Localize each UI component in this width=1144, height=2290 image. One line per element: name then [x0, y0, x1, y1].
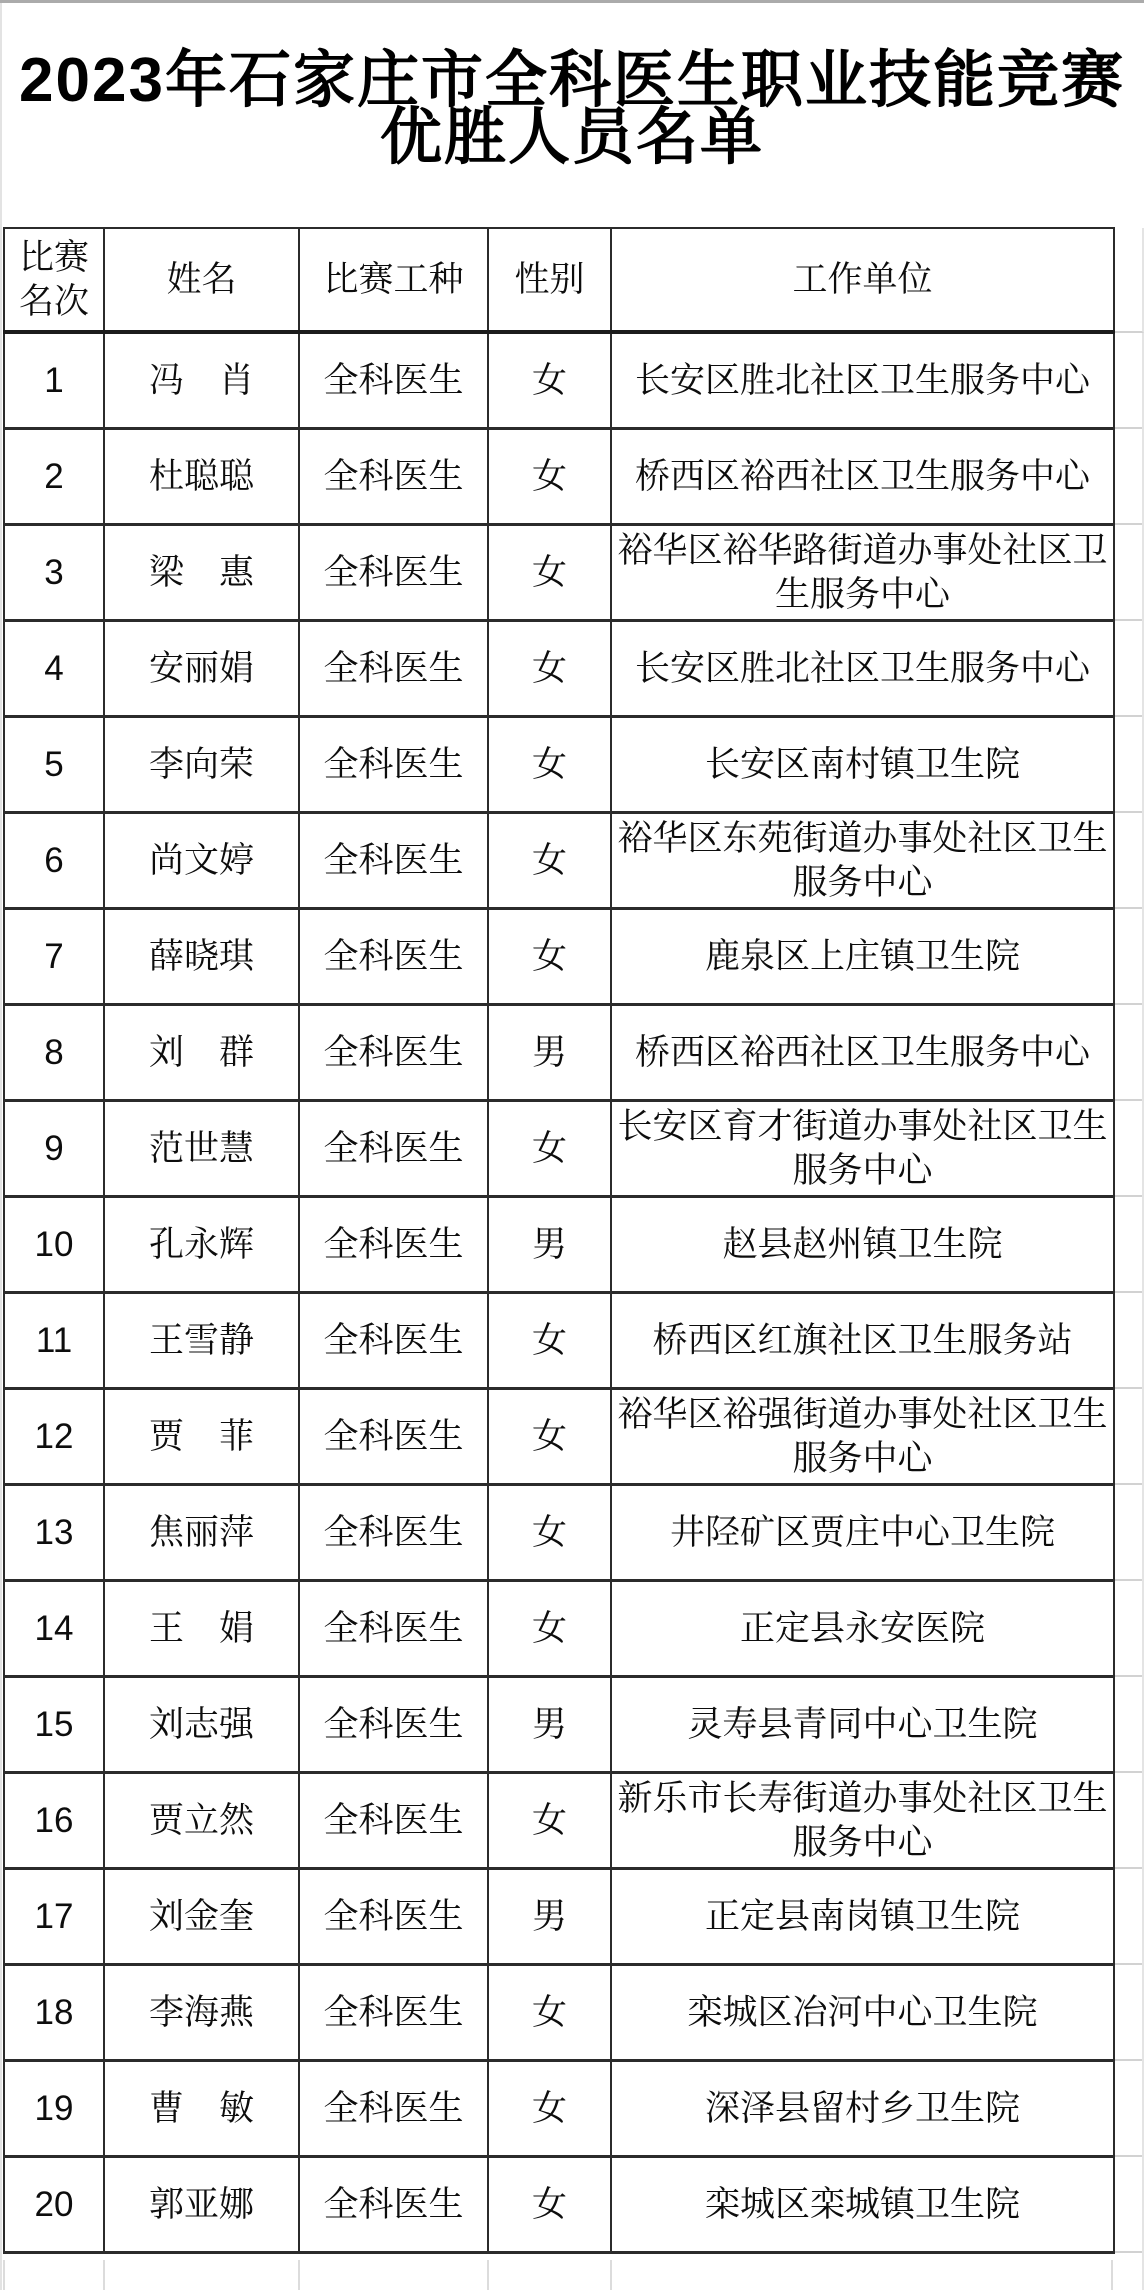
cell-rank: 9	[4, 1101, 104, 1197]
gridline	[610, 2260, 612, 2290]
cell-name: 刘 群	[104, 1005, 299, 1101]
cell-name: 薛晓琪	[104, 909, 299, 1005]
cell-name: 刘金奎	[104, 1869, 299, 1965]
table-row	[4, 1869, 1114, 1965]
gridline	[3, 2260, 5, 2290]
page-left-edge	[0, 3, 2, 2290]
cell-trade: 全科医生	[299, 1101, 488, 1197]
winner-table	[3, 227, 1115, 2254]
cell-trade: 全科医生	[299, 1677, 488, 1773]
table-row	[4, 2061, 1114, 2157]
cell-name: 郭亚娜	[104, 2157, 299, 2253]
cell-name: 贾立然	[104, 1773, 299, 1869]
cell-unit: 桥西区裕西社区卫生服务中心	[611, 429, 1114, 525]
cell-name: 李海燕	[104, 1965, 299, 2061]
cell-unit: 长安区胜北社区卫生服务中心	[611, 621, 1114, 717]
cell-name: 焦丽萍	[104, 1485, 299, 1581]
cell-trade: 全科医生	[299, 429, 488, 525]
cell-trade: 全科医生	[299, 1965, 488, 2061]
column-header-unit: 工作单位	[611, 228, 1114, 332]
column-header-rank: 比赛名次	[4, 228, 104, 332]
cell-trade: 全科医生	[299, 1581, 488, 1677]
cell-unit: 鹿泉区上庄镇卫生院	[611, 909, 1114, 1005]
cell-unit: 裕华区裕强街道办事处社区卫生服务中心	[611, 1389, 1114, 1485]
cell-unit: 长安区南村镇卫生院	[611, 717, 1114, 813]
cell-unit: 灵寿县青同中心卫生院	[611, 1677, 1114, 1773]
cell-gender: 女	[488, 525, 611, 621]
cell-name: 杜聪聪	[104, 429, 299, 525]
cell-gender: 女	[488, 909, 611, 1005]
cell-gender: 女	[488, 1965, 611, 2061]
cell-trade: 全科医生	[299, 1197, 488, 1293]
cell-unit: 栾城区栾城镇卫生院	[611, 2157, 1114, 2253]
cell-name: 王 娟	[104, 1581, 299, 1677]
gridline	[1115, 333, 1144, 2290]
cell-rank: 4	[4, 621, 104, 717]
cell-trade: 全科医生	[299, 621, 488, 717]
table-row	[4, 1965, 1114, 2061]
cell-rank: 1	[4, 332, 104, 429]
cell-unit: 正定县永安医院	[611, 1581, 1114, 1677]
cell-gender: 男	[488, 1869, 611, 1965]
table-row	[4, 1773, 1114, 1869]
table-row	[4, 1389, 1114, 1485]
cell-name: 曹 敏	[104, 2061, 299, 2157]
gridline	[487, 2260, 489, 2290]
cell-name: 安丽娟	[104, 621, 299, 717]
cell-unit: 桥西区红旗社区卫生服务站	[611, 1293, 1114, 1389]
cell-rank: 17	[4, 1869, 104, 1965]
page-title-line1: 2023年石家庄市全科医生职业技能竞赛	[19, 46, 1125, 115]
cell-rank: 18	[4, 1965, 104, 2061]
cell-unit: 长安区胜北社区卫生服务中心	[611, 332, 1114, 429]
cell-name: 贾 菲	[104, 1389, 299, 1485]
table-row	[4, 1293, 1114, 1389]
cell-unit: 赵县赵州镇卫生院	[611, 1197, 1114, 1293]
cell-name: 冯 肖	[104, 332, 299, 429]
cell-gender: 女	[488, 1101, 611, 1197]
cell-trade: 全科医生	[299, 2157, 488, 2253]
gridline	[298, 2260, 300, 2290]
cell-unit: 井陉矿区贾庄中心卫生院	[611, 1485, 1114, 1581]
table-row	[4, 332, 1114, 429]
cell-trade: 全科医生	[299, 717, 488, 813]
gridline	[103, 2260, 105, 2290]
table-row	[4, 1101, 1114, 1197]
cell-unit: 深泽县留村乡卫生院	[611, 2061, 1114, 2157]
cell-gender: 女	[488, 1389, 611, 1485]
cell-rank: 3	[4, 525, 104, 621]
cell-rank: 5	[4, 717, 104, 813]
cell-rank: 14	[4, 1581, 104, 1677]
table-row	[4, 1485, 1114, 1581]
cell-name: 尚文婷	[104, 813, 299, 909]
cell-unit: 正定县南岗镇卫生院	[611, 1869, 1114, 1965]
cell-rank: 13	[4, 1485, 104, 1581]
cell-gender: 女	[488, 2061, 611, 2157]
cell-rank: 19	[4, 2061, 104, 2157]
table-row	[4, 813, 1114, 909]
cell-gender: 女	[488, 1773, 611, 1869]
cell-trade: 全科医生	[299, 1869, 488, 1965]
cell-name: 孔永辉	[104, 1197, 299, 1293]
cell-rank: 12	[4, 1389, 104, 1485]
table-row	[4, 1677, 1114, 1773]
cell-rank: 11	[4, 1293, 104, 1389]
cell-rank: 8	[4, 1005, 104, 1101]
cell-trade: 全科医生	[299, 1005, 488, 1101]
cell-unit: 裕华区裕华路街道办事处社区卫生服务中心	[611, 525, 1114, 621]
cell-gender: 女	[488, 429, 611, 525]
cell-name: 王雪静	[104, 1293, 299, 1389]
table-body	[4, 332, 1114, 2253]
column-header-name: 姓名	[104, 228, 299, 332]
cell-name: 范世慧	[104, 1101, 299, 1197]
cell-gender: 男	[488, 1197, 611, 1293]
table-row	[4, 621, 1114, 717]
table-row	[4, 717, 1114, 813]
cell-trade: 全科医生	[299, 332, 488, 429]
cell-unit: 新乐市长寿街道办事处社区卫生服务中心	[611, 1773, 1114, 1869]
cell-trade: 全科医生	[299, 2061, 488, 2157]
cell-unit: 长安区育才街道办事处社区卫生服务中心	[611, 1101, 1114, 1197]
cell-trade: 全科医生	[299, 1389, 488, 1485]
cell-unit: 裕华区东苑街道办事处社区卫生服务中心	[611, 813, 1114, 909]
cell-gender: 女	[488, 2157, 611, 2253]
cell-rank: 7	[4, 909, 104, 1005]
cell-gender: 女	[488, 717, 611, 813]
cell-rank: 20	[4, 2157, 104, 2253]
cell-rank: 15	[4, 1677, 104, 1773]
cell-gender: 女	[488, 1581, 611, 1677]
table-row	[4, 525, 1114, 621]
cell-unit: 栾城区冶河中心卫生院	[611, 1965, 1114, 2061]
gridline	[1115, 228, 1144, 333]
cell-name: 李向荣	[104, 717, 299, 813]
table-row	[4, 1197, 1114, 1293]
cell-trade: 全科医生	[299, 1773, 488, 1869]
table-row	[4, 1005, 1114, 1101]
cell-trade: 全科医生	[299, 525, 488, 621]
cell-trade: 全科医生	[299, 813, 488, 909]
table-row	[4, 909, 1114, 1005]
cell-trade: 全科医生	[299, 1293, 488, 1389]
cell-gender: 女	[488, 332, 611, 429]
table-header-row	[4, 228, 1114, 332]
column-header-gender: 性别	[488, 228, 611, 332]
cell-trade: 全科医生	[299, 1485, 488, 1581]
cell-unit: 桥西区裕西社区卫生服务中心	[611, 1005, 1114, 1101]
cell-gender: 女	[488, 1485, 611, 1581]
page-title	[0, 46, 1144, 172]
cell-trade: 全科医生	[299, 909, 488, 1005]
gridline	[1111, 2260, 1113, 2290]
cell-rank: 2	[4, 429, 104, 525]
cell-rank: 16	[4, 1773, 104, 1869]
cell-name: 梁 惠	[104, 525, 299, 621]
cell-gender: 女	[488, 813, 611, 909]
cell-gender: 女	[488, 621, 611, 717]
page-top-edge	[0, 0, 1144, 3]
page-title-line2: 优胜人员名单	[379, 103, 764, 172]
cell-gender: 男	[488, 1677, 611, 1773]
table-row	[4, 429, 1114, 525]
table-row	[4, 2157, 1114, 2253]
cell-name: 刘志强	[104, 1677, 299, 1773]
column-header-trade: 比赛工种	[299, 228, 488, 332]
cell-rank: 10	[4, 1197, 104, 1293]
cell-rank: 6	[4, 813, 104, 909]
cell-gender: 女	[488, 1293, 611, 1389]
cell-gender: 男	[488, 1005, 611, 1101]
table-row	[4, 1581, 1114, 1677]
